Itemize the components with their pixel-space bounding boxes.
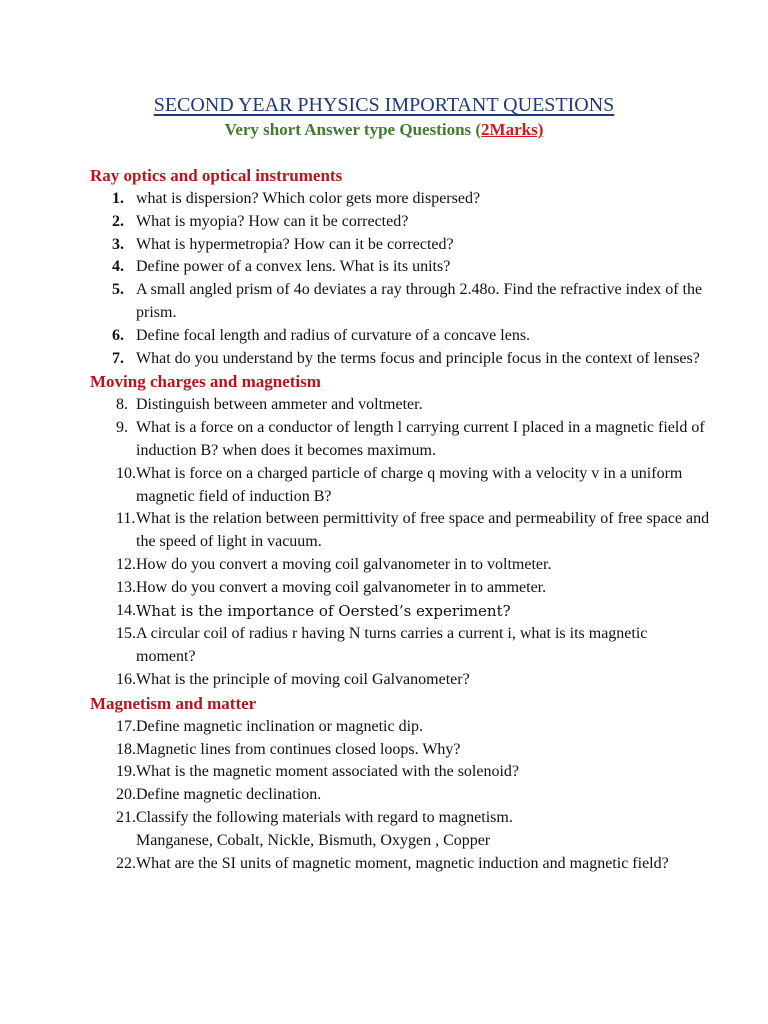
item-number: 8. xyxy=(116,396,128,414)
item-text: A circular coil of radius r having N turns carries a current i, what is its magnetic moment? xyxy=(136,625,648,666)
item-number: 16. xyxy=(116,670,136,688)
item-text: What are the SI units of magnetic moment, magnetic induction and magnetic field? xyxy=(136,854,669,872)
item-text: Define focal length and radius of curvature of a concave lens. xyxy=(136,326,531,344)
item-number: 18. xyxy=(116,740,136,758)
item-text: What is hypermetropia? How can it be corrected? xyxy=(136,235,454,253)
list-item xyxy=(90,739,710,762)
title-text: SECOND YEAR PHYSICS IMPORTANT QUESTIONS xyxy=(153,94,615,116)
list-item xyxy=(90,325,710,348)
section-heading-magnetism-matter: Magnetism and matter xyxy=(90,693,257,713)
document-title xyxy=(0,92,768,118)
list-item xyxy=(90,279,710,325)
materials-list: Manganese, Cobalt, Nickle, Bismuth, Oxygen , Copper xyxy=(136,831,491,849)
list-item xyxy=(90,669,710,692)
item-text: What is the importance of Oersted’s experiment? xyxy=(136,601,511,620)
item-text: What is the relation between permittivity of free space and permeability of free space and the speed of light in vacuum. xyxy=(136,510,710,551)
item-text: What is myopia? How can it be corrected? xyxy=(136,212,409,230)
list-item xyxy=(90,623,710,669)
list-item xyxy=(90,577,710,600)
subtitle-prefix: Very short Answer type Questions ( xyxy=(224,120,482,139)
section-heading-ray-optics: Ray optics and optical instruments xyxy=(90,166,343,185)
item-text: what is dispersion? Which color gets more dispersed? xyxy=(136,190,481,207)
item-text: What is the magnetic moment associated with the solenoid? xyxy=(136,763,520,781)
list-item xyxy=(90,853,710,876)
item-text: A small angled prism of 4o deviates a ray through 2.48o. Find the refractive index of the prism. xyxy=(136,281,703,321)
item-text: Define magnetic inclination or magnetic dip. xyxy=(136,717,424,735)
item-number: 7. xyxy=(112,349,124,367)
item-number: 3. xyxy=(112,235,124,253)
list-item xyxy=(90,807,710,830)
item-number: 4. xyxy=(112,258,124,276)
list-item xyxy=(90,256,710,279)
item-number: 21. xyxy=(116,808,136,826)
item-number: 19. xyxy=(116,763,136,781)
list-item xyxy=(90,188,710,211)
item-text: Magnetic lines from continues closed loops. Why? xyxy=(136,740,461,758)
item-number: 17. xyxy=(116,717,136,735)
item-text: How do you convert a moving coil galvanometer in to ammeter. xyxy=(136,578,547,596)
item-text: Define power of a convex lens. What is its units? xyxy=(136,258,451,276)
item-number: 14. xyxy=(116,601,136,619)
list-item xyxy=(90,394,710,417)
item-text: What is force on a charged particle of charge q moving with a velocity v in a uniform magnetic field of induction B? xyxy=(136,464,683,505)
item-number: 12. xyxy=(116,555,136,573)
item-number: 9. xyxy=(116,419,128,437)
list-item xyxy=(90,463,710,509)
item-number: 1. xyxy=(112,190,124,207)
list-item xyxy=(90,600,710,624)
section-heading-moving-charges: Moving charges and magnetism xyxy=(90,372,321,392)
list-item xyxy=(90,716,710,739)
item-text: What is the principle of moving coil Galvanometer? xyxy=(136,670,470,688)
list-item xyxy=(90,784,710,807)
item-text: What is a force on a conductor of length l carrying current I placed in a magnetic field of induction B? when does it becomes maximum. xyxy=(136,419,705,459)
document-subtitle xyxy=(0,118,768,142)
item-number: 15. xyxy=(116,625,136,643)
item-text: How do you convert a moving coil galvanometer in to voltmeter. xyxy=(136,555,552,573)
list-item xyxy=(90,508,710,554)
item-number: 11. xyxy=(116,510,136,528)
item-number: 22. xyxy=(116,854,136,872)
list-item xyxy=(90,211,710,234)
question-list xyxy=(90,164,710,875)
list-item xyxy=(90,348,710,371)
item-text: Define magnetic declination. xyxy=(136,786,322,804)
item-number: 2. xyxy=(112,212,124,230)
item-text: What do you understand by the terms focus and principle focus in the context of lenses? xyxy=(136,349,700,367)
item-text: Classify the following materials with regard to magnetism. xyxy=(136,808,513,826)
list-item xyxy=(90,417,710,463)
list-item xyxy=(90,761,710,784)
list-item xyxy=(90,234,710,257)
item-number: 13. xyxy=(116,578,136,596)
list-item xyxy=(90,554,710,577)
item-number: 5. xyxy=(112,281,124,299)
item-number: 6. xyxy=(112,326,124,344)
item-number: 20. xyxy=(116,786,136,804)
item-text: Distinguish between ammeter and voltmeter. xyxy=(136,396,423,414)
subtitle-marks: 2Marks) xyxy=(481,120,544,139)
item-number: 10. xyxy=(116,464,136,482)
